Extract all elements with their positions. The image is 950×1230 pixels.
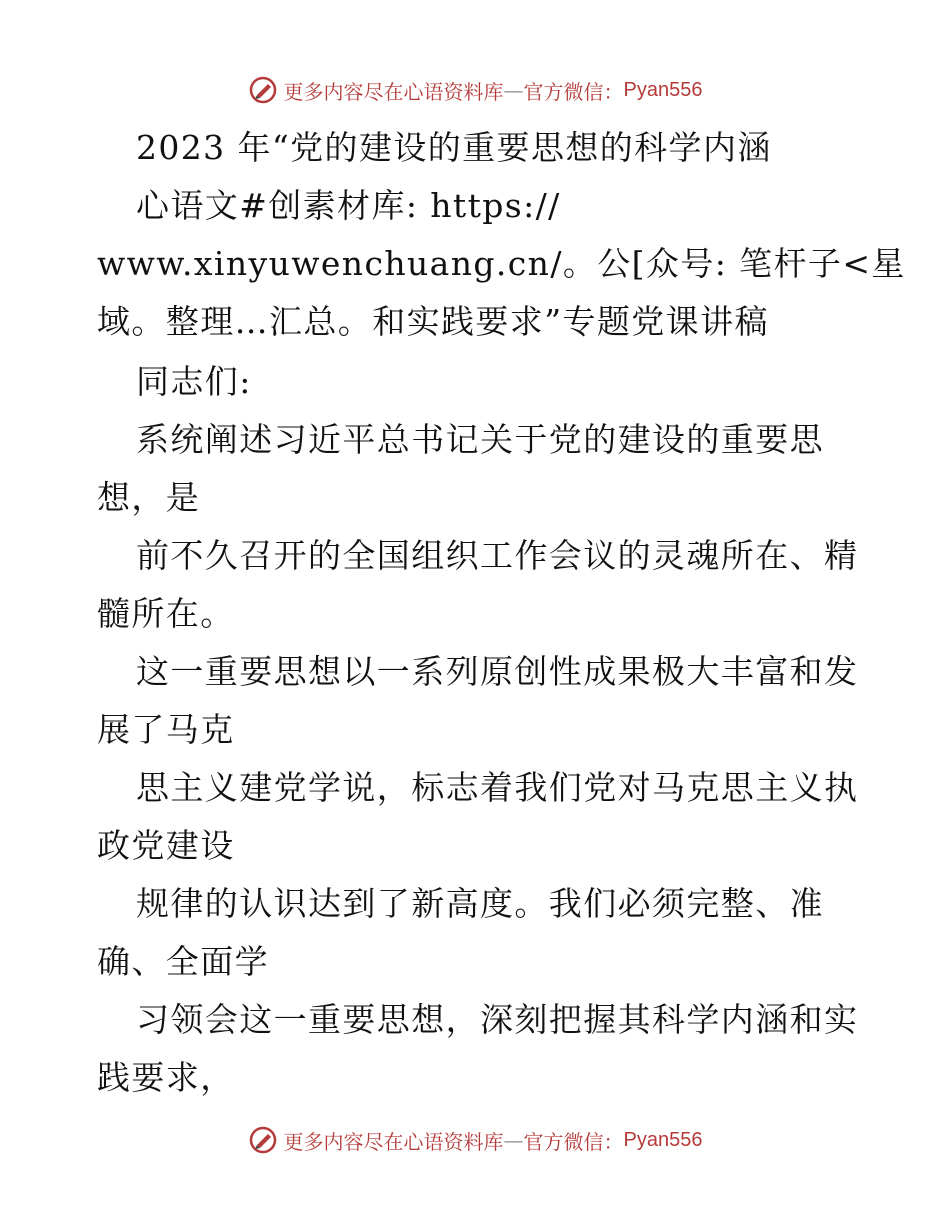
banner-text: 更多内容尽在心语资料库: [283, 79, 504, 104]
brand-logo-icon: [248, 75, 278, 105]
document-title-line-3: www.xinyuwenchuang.cn/。公[众号: 笔杆子<星: [97, 244, 906, 283]
header-banner: [0, 72, 950, 108]
banner-wechat-id: Pyan556: [623, 78, 703, 101]
banner-text: 更多内容尽在心语资料库: [283, 1129, 504, 1154]
greeting-line: 同志们:: [136, 362, 252, 401]
paragraph-line: 确、全面学: [97, 942, 269, 981]
banner-label: 官方微信：: [523, 79, 624, 104]
paragraph-line: 践要求，: [97, 1058, 235, 1097]
paragraph-line: 政党建设: [97, 826, 235, 865]
paragraph-line: 髓所在。: [97, 594, 235, 633]
banner-wechat-id: Pyan556: [623, 1128, 703, 1151]
paragraph-line: 展了马克: [97, 710, 235, 749]
document-title-line-1: 2023 年“党的建设的重要思想的科学内涵: [136, 128, 772, 167]
paragraph-line: 习领会这一重要思想，深刻把握其科学内涵和实: [136, 1000, 859, 1039]
document-title-line-2: 心语文#创素材库: https://: [136, 186, 561, 225]
banner-label: 官方微信：: [523, 1129, 624, 1154]
footer-banner: [0, 1122, 950, 1158]
document-title-line-4: 域。整理…汇总。和实践要求”专题党课讲稿: [97, 302, 769, 341]
banner-separator: —: [503, 78, 524, 102]
paragraph-line: 前不久召开的全国组织工作会议的灵魂所在、精: [136, 536, 859, 575]
brand-logo-icon: [248, 1125, 278, 1155]
paragraph-line: 这一重要思想以一系列原创性成果极大丰富和发: [136, 652, 859, 691]
paragraph-line: 系统阐述习近平总书记关于党的建设的重要思: [136, 420, 824, 459]
banner-separator: —: [503, 1128, 524, 1152]
paragraph-line: 规律的认识达到了新高度。我们必须完整、准: [136, 884, 824, 923]
paragraph-line: 想，是: [97, 478, 201, 517]
paragraph-line: 思主义建党学说，标志着我们党对马克思主义执: [136, 768, 859, 807]
